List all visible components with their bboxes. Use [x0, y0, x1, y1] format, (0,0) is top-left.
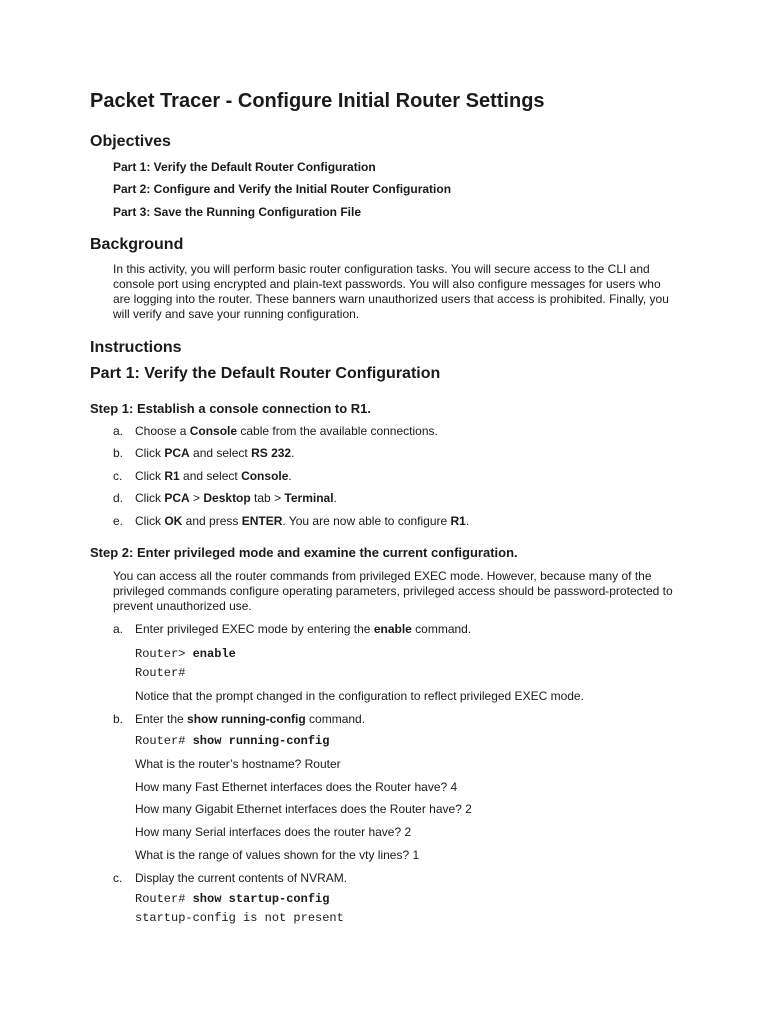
code-command: show running-config [192, 734, 330, 748]
list-text: . [465, 514, 470, 528]
list-bold: Terminal [284, 491, 334, 505]
list-bold: PCA [164, 491, 190, 505]
code-prompt: Router# [135, 734, 193, 748]
list-bold: PCA [164, 446, 190, 460]
list-text: . You are now able to configure [282, 514, 451, 528]
list-text: Display the current contents of NVRAM. [135, 871, 348, 885]
list-bold: R1 [450, 514, 466, 528]
list-marker: c. [113, 871, 123, 885]
list-item [113, 446, 294, 460]
list-item [113, 514, 469, 528]
note-text: Notice that the prompt changed in the configuration to reflect privileged EXEC mode. [135, 689, 584, 703]
list-bold: ENTER [241, 514, 283, 528]
step2-intro: You can access all the router commands from privileged EXEC mode. However, because many of the privileged commands configure operating parameters, privileged access should be password-protected to prevent unauthorized use. [113, 569, 673, 613]
question-text: How many Serial interfaces does the router have? 2 [135, 825, 412, 839]
list-text: . [288, 469, 292, 483]
objective-item: Part 2: Configure and Verify the Initial Router Configuration [113, 182, 452, 196]
list-marker: a. [113, 622, 124, 636]
code-command: enable [192, 647, 236, 661]
instructions-heading: Instructions [90, 339, 182, 356]
background-paragraph: In this activity, you will perform basic router configuration tasks. You will secure access to the CLI and console port using encrypted and plain-text passwords. You will also configure messages for users who are logging into the router. These banners warn unauthorized users that access is prohibited. Finally, you will verify and save your running configuration. [113, 262, 669, 321]
list-item [113, 712, 365, 726]
list-bold: Console [241, 469, 289, 483]
code-line [135, 892, 329, 906]
list-text: . [333, 491, 337, 505]
code-command: show startup-config [192, 892, 330, 906]
code-output: startup-config is not present [135, 911, 344, 925]
list-text: and select [179, 469, 242, 483]
background-heading: Background [90, 236, 184, 253]
objectives-heading: Objectives [90, 133, 171, 150]
question-text: What is the router’s hostname? Router [135, 757, 341, 771]
list-marker: d. [113, 491, 124, 505]
list-text: Enter the [135, 712, 188, 726]
list-bold: Desktop [203, 491, 251, 505]
list-text: > [189, 491, 204, 505]
question-text: What is the range of values shown for the vty lines? 1 [135, 848, 420, 862]
code-line [135, 734, 329, 748]
step1-heading: Step 1: Establish a console connection to R1. [90, 401, 371, 416]
list-item [113, 424, 438, 438]
step2-heading: Step 2: Enter privileged mode and examine the current configuration. [90, 545, 518, 560]
list-marker: a. [113, 424, 124, 438]
list-bold: show running-config [187, 712, 306, 726]
objective-item: Part 3: Save the Running Configuration File [113, 205, 362, 219]
objective-item: Part 1: Verify the Default Router Configuration [113, 160, 376, 174]
list-text: Click [135, 469, 165, 483]
list-text: Click [135, 491, 165, 505]
list-bold: RS 232 [251, 446, 292, 460]
list-text: Choose a [135, 424, 190, 438]
page-title: Packet Tracer - Configure Initial Router Settings [90, 90, 545, 112]
code-line [135, 647, 236, 661]
list-text: and select [189, 446, 252, 460]
list-text: command. [305, 712, 366, 726]
list-text: . [291, 446, 295, 460]
code-prompt: Router> [135, 647, 193, 661]
list-text: Click [135, 446, 165, 460]
part1-heading: Part 1: Verify the Default Router Configuration [90, 365, 441, 382]
question-text: How many Gigabit Ethernet interfaces does the Router have? 2 [135, 802, 472, 816]
list-item [113, 491, 337, 505]
list-item [113, 622, 471, 636]
list-text: Click [135, 514, 165, 528]
list-bold: enable [373, 622, 412, 636]
code-prompt: Router# [135, 892, 193, 906]
list-text: command. [411, 622, 472, 636]
list-item [113, 469, 292, 483]
list-marker: b. [113, 446, 124, 460]
code-line: Router# [135, 666, 186, 680]
list-text: tab > [250, 491, 285, 505]
question-text: How many Fast Ethernet interfaces does the Router have? 4 [135, 780, 458, 794]
list-item [113, 871, 347, 885]
list-text: and press [182, 514, 242, 528]
list-bold: Console [189, 424, 238, 438]
list-marker: e. [113, 514, 124, 528]
list-text: Enter privileged EXEC mode by entering the [135, 622, 374, 636]
list-text: cable from the available connections. [237, 424, 438, 438]
list-bold: OK [164, 514, 183, 528]
list-bold: R1 [164, 469, 180, 483]
list-marker: c. [113, 469, 123, 483]
list-marker: b. [113, 712, 124, 726]
